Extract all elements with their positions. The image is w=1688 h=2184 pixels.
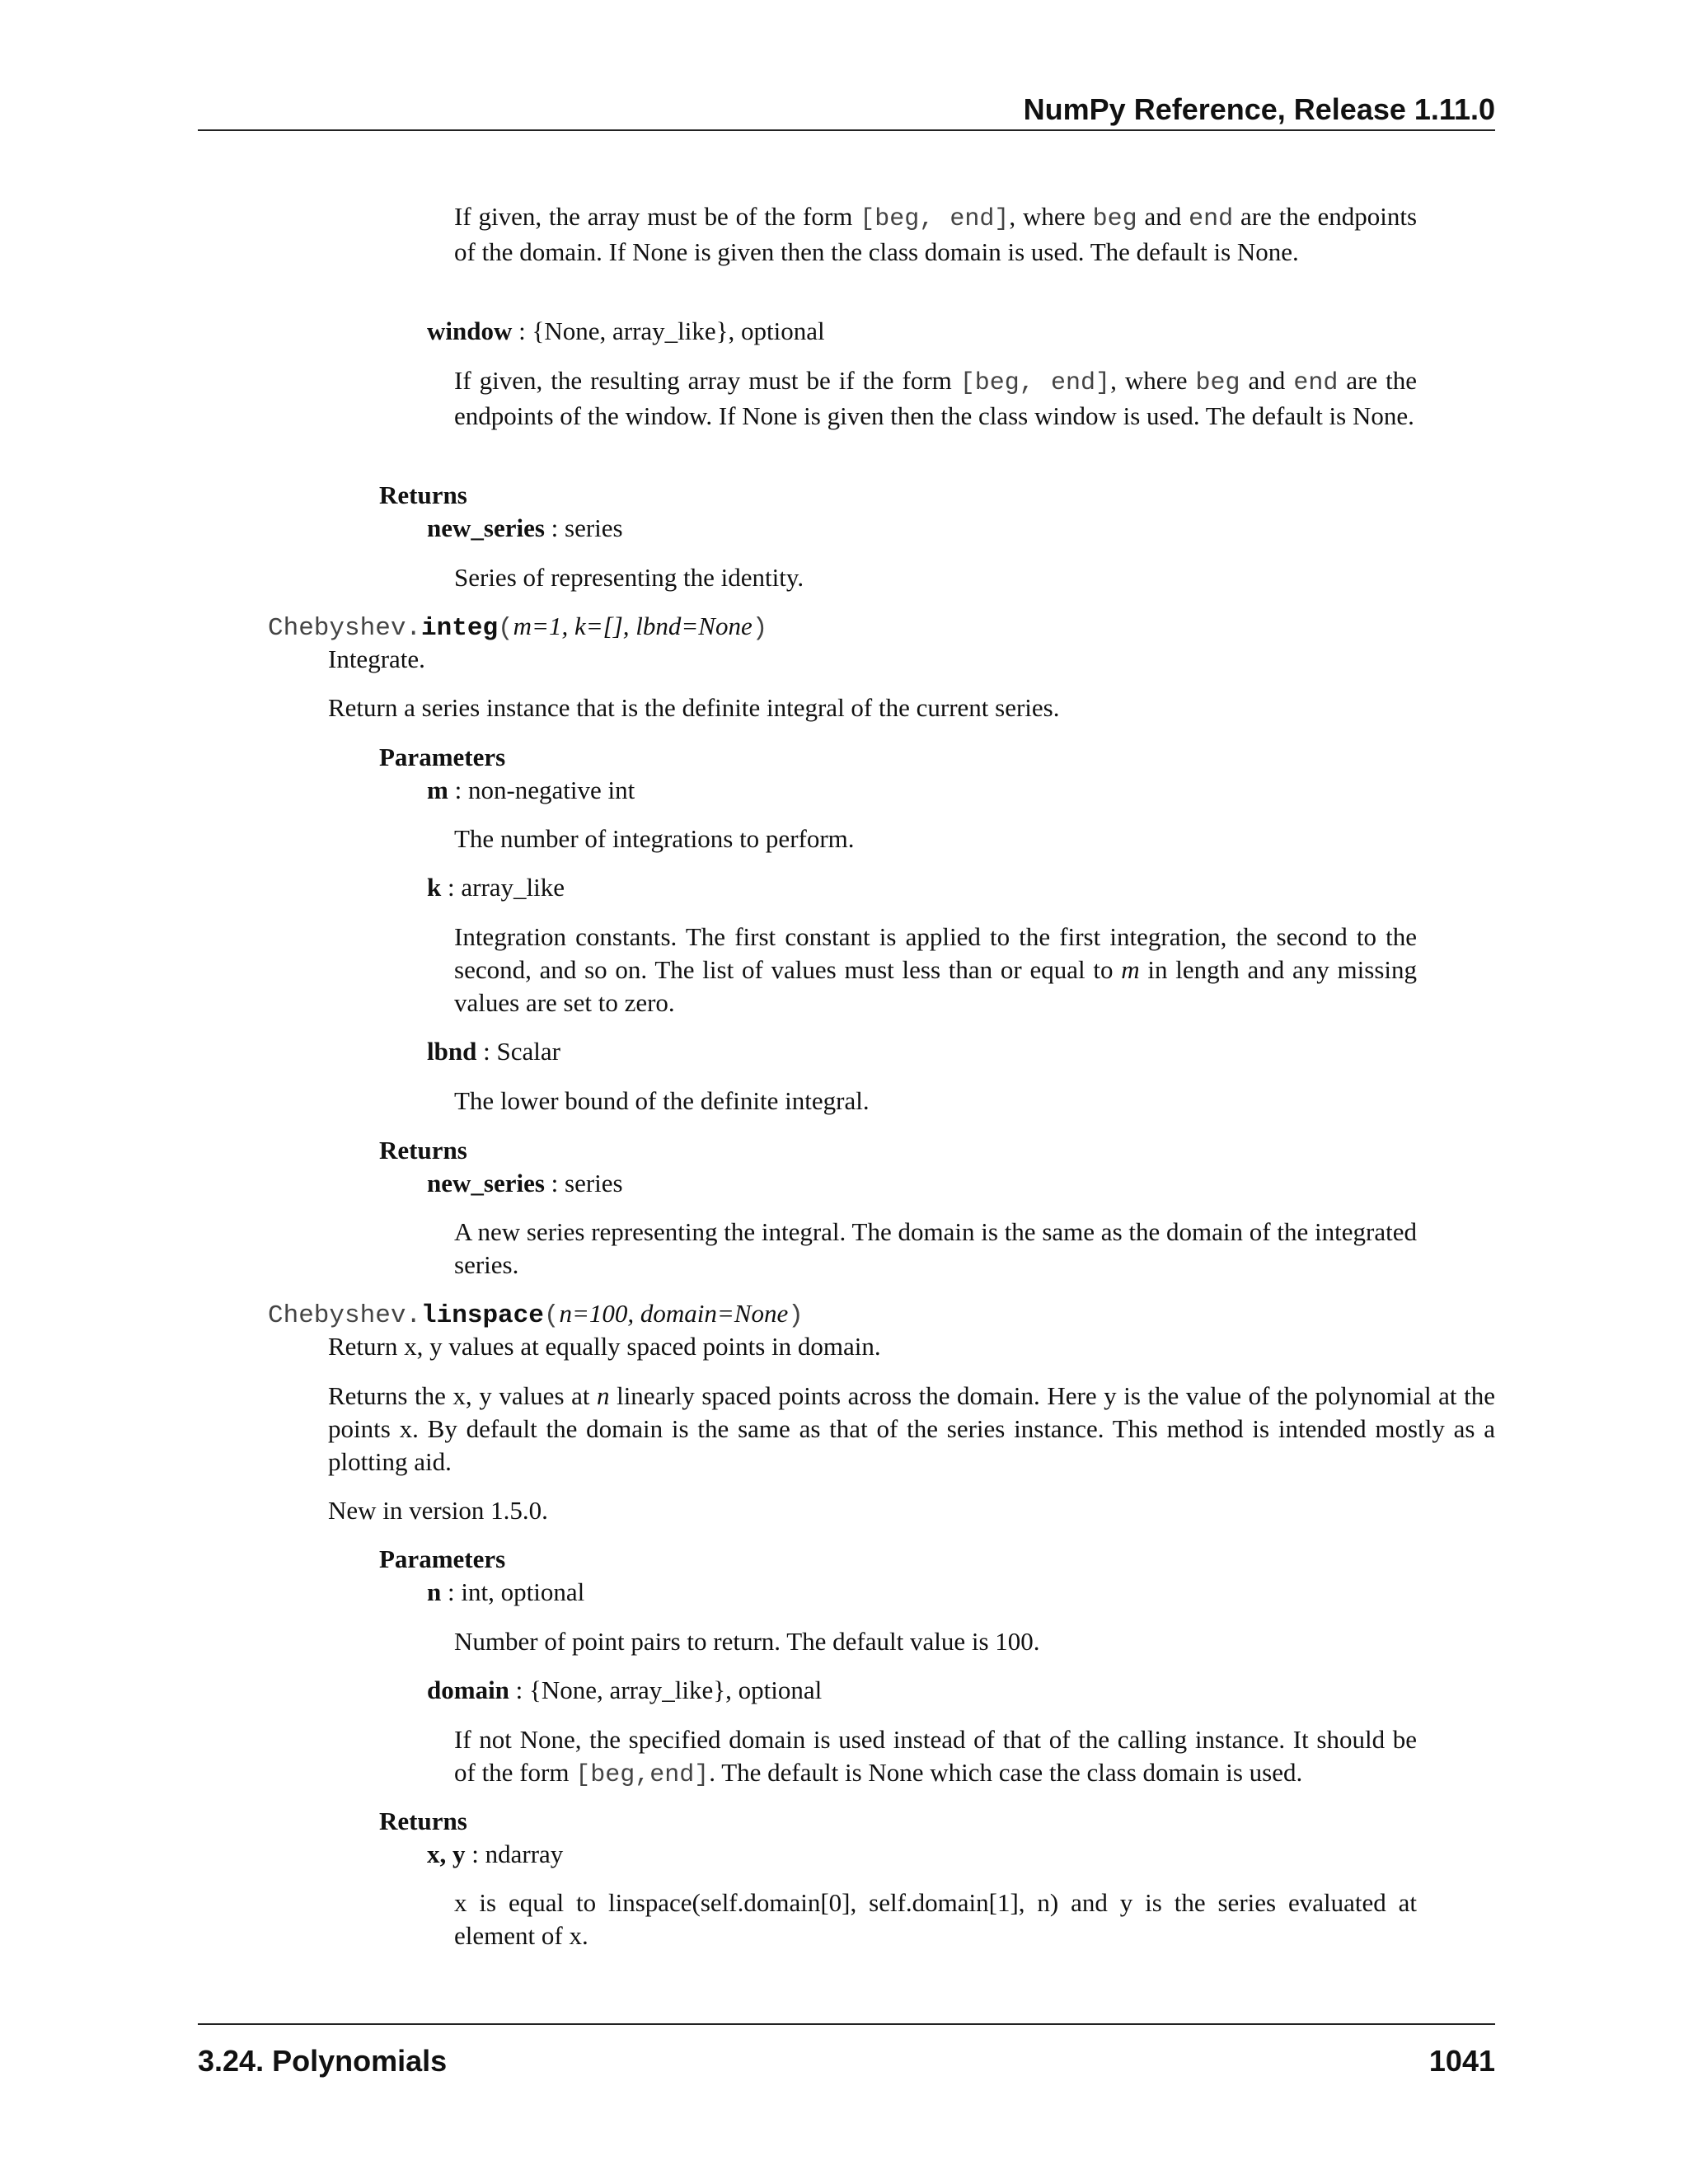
param-n-description: Number of point pairs to return. The default value is 100. — [454, 1627, 1040, 1656]
method-description: Returns the x, y values at n linearly spaced points across the domain. Here y is the value of the polynomial at the points x. By default the domain is the same as that of the series instance. This method is intended mostly as a plotting aid. — [328, 1381, 1495, 1476]
footer-rule — [198, 2023, 1495, 2025]
parameters-heading: Parameters — [379, 743, 506, 771]
return-param: x, y : ndarray — [427, 1840, 564, 1868]
param-k: k : array_like — [427, 873, 565, 902]
return-description: A new series representing the integral. The domain is the same as the domain of the integrated series. — [454, 1217, 1417, 1279]
method-description: Return a series instance that is the definite integral of the current series. — [328, 693, 1060, 722]
return-param: new_series : series — [427, 513, 623, 542]
param-m: m : non-negative int — [427, 776, 635, 804]
method-summary: Return x, y values at equally spaced points in domain. — [328, 1332, 881, 1361]
domain-param-description: If given, the array must be of the form [beg, end], where beg and end are the endpoints of the domain. If None is given then the class domain is used. The default is None. — [454, 202, 1418, 266]
returns-heading: Returns — [379, 480, 467, 509]
footer-section-title: 3.24. Polynomials — [198, 2044, 448, 2078]
page-number: 1041 — [1428, 2044, 1495, 2078]
window-param: window : {None, array_like}, optional — [427, 316, 825, 345]
header-rule — [198, 129, 1495, 131]
version-note: New in version 1.5.0. — [328, 1496, 548, 1525]
param-k-description: Integration constants. The first constant is applied to the first integration, the second to the second, and so on. The list of values must less than or equal to m in length and any missing values are set to zero. — [454, 922, 1417, 1017]
returns-heading: Returns — [379, 1807, 467, 1835]
return-description: Series of representing the identity. — [454, 563, 804, 592]
window-param-description: If given, the resulting array must be if the form [beg, end], where beg and end are the endpoints of the window. If None is given then the class window is used. The default is None. — [454, 366, 1418, 430]
method-signature-linspace: Chebyshev.linspace(n=100, domain=None) — [268, 1299, 804, 1330]
method-signature-integ: Chebyshev.integ(m=1, k=[], lbnd=None) — [268, 612, 768, 643]
parameters-heading: Parameters — [379, 1544, 506, 1573]
return-description: x is equal to linspace(self.domain[0], self.domain[1], n) and y is the series evaluated at element of x. — [454, 1888, 1417, 1950]
param-domain-description: If not None, the specified domain is used instead of that of the calling instance. It should be of the form [beg,end]. The default is None which case the class domain is used. — [454, 1725, 1417, 1789]
param-lbnd-description: The lower bound of the definite integral. — [454, 1086, 870, 1115]
param-n: n : int, optional — [427, 1577, 585, 1606]
param-m-description: The number of integrations to perform. — [454, 824, 855, 853]
param-lbnd: lbnd : Scalar — [427, 1037, 560, 1066]
returns-heading: Returns — [379, 1136, 467, 1165]
return-param: new_series : series — [427, 1169, 623, 1197]
method-summary: Integrate. — [328, 644, 425, 673]
page-header-title: NumPy Reference, Release 1.11.0 — [1023, 92, 1495, 126]
param-domain: domain : {None, array_like}, optional — [427, 1675, 823, 1704]
